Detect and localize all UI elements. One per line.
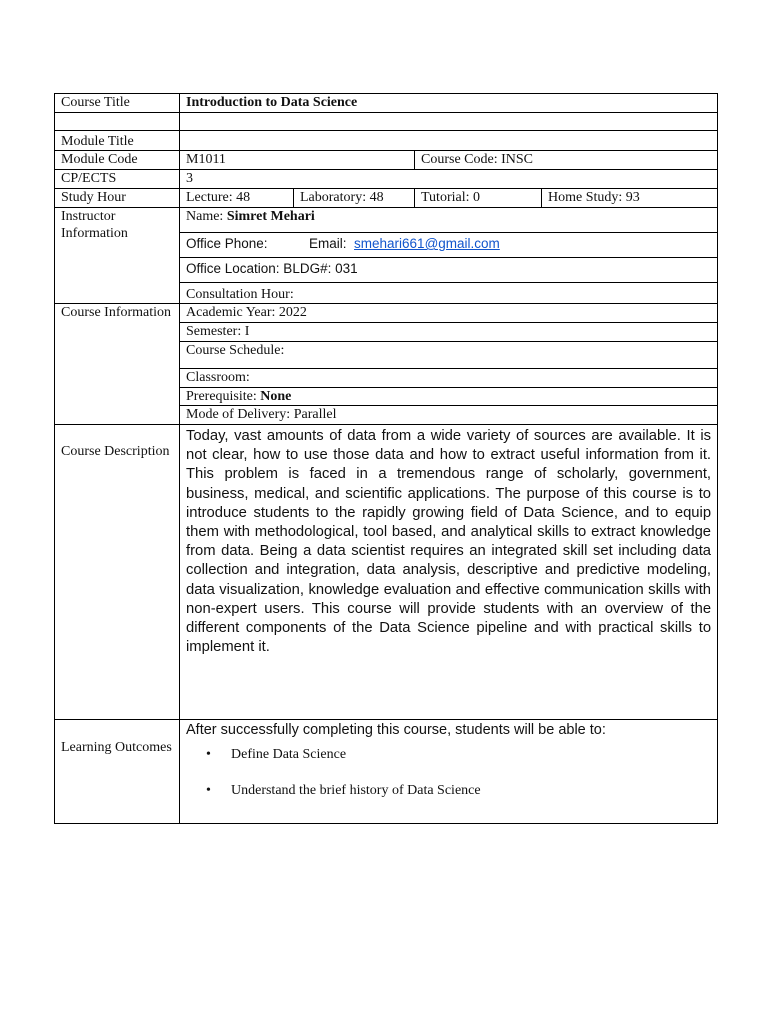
course-description-label: Course Description xyxy=(55,425,180,720)
laboratory-hours: Laboratory: 48 xyxy=(294,189,415,208)
instructor-name-row xyxy=(55,208,718,233)
study-hour-row xyxy=(55,189,718,208)
course-description-row xyxy=(55,425,718,720)
lecture-hours: Lecture: 48 xyxy=(180,189,294,208)
module-title-value xyxy=(180,131,718,151)
blank-cell xyxy=(55,113,180,131)
outcome-text: Understand the brief history of Data Science xyxy=(231,783,481,798)
list-item xyxy=(206,782,711,818)
module-code-row xyxy=(55,151,718,170)
email-label: Email: xyxy=(309,236,347,251)
learning-outcomes-cell xyxy=(180,720,718,824)
course-description-text: Today, vast amounts of data from a wide variety of sources are available. It is not clear, how to use those data and how to extract useful information from it. This problem is faced in a tremendous range of scholarly, government, business, medical, and scientific applications. The purpose of this course is to introduce students to the rapidly growing field of Data Science, and to equip them with methodological, tool based, and analytical skills to extract knowledge from data. Being a data scientist requires an integrated skill set including data collection and integration, data analysis, descriptive and predictive modeling, data visualization, knowledge evaluation and effective communication skills with non-expert users. This course will provide students with an overview of the different components of the Data Science pipeline and with practical skills to implement it. xyxy=(180,425,718,720)
academic-year-row xyxy=(55,304,718,323)
outcome-text: Define Data Science xyxy=(231,747,347,762)
prerequisite-label: Prerequisite: xyxy=(186,389,261,404)
instructor-info-label: Instructor Information xyxy=(55,208,180,304)
study-hour-label: Study Hour xyxy=(55,189,180,208)
office-phone-label: Office Phone: xyxy=(186,236,268,251)
academic-year: Academic Year: 2022 xyxy=(180,304,718,323)
prerequisite-cell xyxy=(180,388,718,406)
learning-outcomes-row xyxy=(55,720,718,824)
learning-outcomes-list xyxy=(186,746,711,818)
blank-row xyxy=(55,113,718,131)
email-link[interactable]: smehari661@gmail.com xyxy=(354,236,500,251)
blank-cell xyxy=(180,113,718,131)
course-code-value: Course Code: INSC xyxy=(415,151,718,170)
prerequisite-value: None xyxy=(260,389,292,404)
learning-outcomes-label: Learning Outcomes xyxy=(55,720,180,824)
module-code-value: M1011 xyxy=(180,151,415,170)
cp-ects-value: 3 xyxy=(180,170,718,189)
cp-ects-row xyxy=(55,170,718,189)
course-schedule: Course Schedule: xyxy=(180,342,718,369)
bullet-icon: • xyxy=(206,783,211,798)
module-title-row xyxy=(55,131,718,151)
instructor-contact-cell xyxy=(180,233,718,258)
instructor-name-cell xyxy=(180,208,718,233)
bullet-icon: • xyxy=(206,747,211,762)
tutorial-hours: Tutorial: 0 xyxy=(415,189,542,208)
learning-outcomes-intro: After successfully completing this course, students will be able to: xyxy=(186,722,606,738)
semester: Semester: I xyxy=(180,323,718,342)
module-code-label: Module Code xyxy=(55,151,180,170)
course-syllabus-table xyxy=(54,93,718,824)
office-location: Office Location: BLDG#: 031 xyxy=(180,258,718,283)
mode-of-delivery: Mode of Delivery: Parallel xyxy=(180,406,718,425)
course-title-row xyxy=(55,94,718,113)
course-info-label: Course Information xyxy=(55,304,180,425)
cp-ects-label: CP/ECTS xyxy=(55,170,180,189)
instructor-name: Simret Mehari xyxy=(226,209,315,224)
classroom: Classroom: xyxy=(180,369,718,388)
course-title-value: Introduction to Data Science xyxy=(180,94,718,113)
consultation-hour: Consultation Hour: xyxy=(180,283,718,304)
list-item xyxy=(206,746,711,782)
instructor-name-prefix: Name: xyxy=(186,209,227,224)
home-study-hours: Home Study: 93 xyxy=(542,189,718,208)
module-title-label: Module Title xyxy=(55,131,180,151)
course-title-label: Course Title xyxy=(55,94,180,113)
